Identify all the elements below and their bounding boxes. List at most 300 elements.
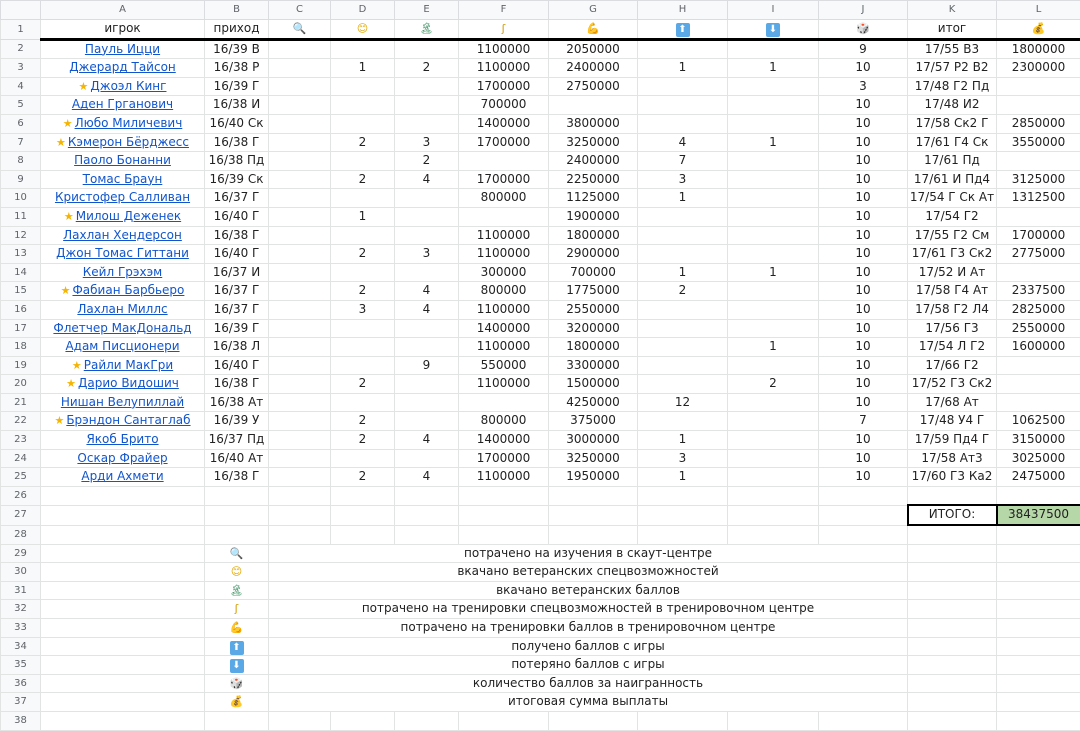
- row-number[interactable]: 22: [1, 412, 41, 431]
- player-cell[interactable]: [41, 39, 205, 59]
- cell[interactable]: [997, 544, 1080, 563]
- row-number[interactable]: 35: [1, 656, 41, 675]
- header-points-training-cell[interactable]: [549, 20, 638, 40]
- cell-l[interactable]: 1800000: [997, 39, 1080, 59]
- row-number[interactable]: 23: [1, 431, 41, 450]
- cell-f[interactable]: 300000: [459, 263, 549, 282]
- cell-l[interactable]: 1312500: [997, 189, 1080, 208]
- cell-j[interactable]: 10: [819, 375, 908, 394]
- cell-f[interactable]: 1400000: [459, 319, 549, 338]
- legend-text[interactable]: количество баллов за наигранность: [269, 674, 908, 693]
- cell-k[interactable]: 17/58 Г2 Л4: [908, 300, 997, 319]
- header-lost-cell[interactable]: [728, 20, 819, 40]
- cell[interactable]: [908, 693, 997, 712]
- cell-g[interactable]: 2550000: [549, 300, 638, 319]
- player-link[interactable]: Оскар Фрайер: [77, 451, 167, 465]
- cell[interactable]: [331, 711, 395, 730]
- cell-l[interactable]: 2550000: [997, 319, 1080, 338]
- cell-j[interactable]: 10: [819, 338, 908, 357]
- cell-j[interactable]: 10: [819, 207, 908, 226]
- player-link[interactable]: Адам Писционери: [65, 339, 179, 353]
- cell-l[interactable]: 3125000: [997, 170, 1080, 189]
- cell-i[interactable]: [728, 226, 819, 245]
- cell-e[interactable]: 4: [395, 300, 459, 319]
- cell-j[interactable]: 10: [819, 356, 908, 375]
- column-header[interactable]: G: [549, 1, 638, 20]
- row-number[interactable]: 3: [1, 59, 41, 78]
- cell-j[interactable]: 10: [819, 468, 908, 487]
- cell[interactable]: [459, 486, 549, 505]
- cell-d[interactable]: 1: [331, 207, 395, 226]
- legend-icon-cell[interactable]: [205, 619, 269, 638]
- cell[interactable]: [269, 486, 331, 505]
- row-number[interactable]: 13: [1, 245, 41, 264]
- player-cell[interactable]: [41, 245, 205, 264]
- cell[interactable]: [41, 711, 205, 730]
- cell[interactable]: [331, 525, 395, 544]
- legend-icon-cell[interactable]: [205, 600, 269, 619]
- cell[interactable]: [205, 505, 269, 525]
- row-number[interactable]: 15: [1, 282, 41, 301]
- cell-d[interactable]: [331, 96, 395, 115]
- cell[interactable]: [638, 525, 728, 544]
- player-cell[interactable]: [41, 207, 205, 226]
- cell-i[interactable]: [728, 356, 819, 375]
- row-number[interactable]: 24: [1, 449, 41, 468]
- cell-f[interactable]: 1700000: [459, 449, 549, 468]
- cell-h[interactable]: 3: [638, 449, 728, 468]
- cell-l[interactable]: 2825000: [997, 300, 1080, 319]
- cell-g[interactable]: 1775000: [549, 282, 638, 301]
- cell-f[interactable]: [459, 393, 549, 412]
- column-header[interactable]: F: [459, 1, 549, 20]
- legend-icon-cell[interactable]: [205, 693, 269, 712]
- cell-c[interactable]: [269, 449, 331, 468]
- player-link[interactable]: Брэндон Сантаглаб: [66, 413, 190, 427]
- cell[interactable]: [997, 637, 1080, 656]
- cell[interactable]: [41, 563, 205, 582]
- cell-i[interactable]: [728, 114, 819, 133]
- row-number[interactable]: 7: [1, 133, 41, 152]
- player-link[interactable]: Томас Браун: [83, 172, 163, 186]
- row-number[interactable]: 32: [1, 600, 41, 619]
- cell[interactable]: [269, 505, 331, 525]
- cell-k[interactable]: 17/55 В3: [908, 39, 997, 59]
- player-link[interactable]: Кристофер Салливан: [55, 190, 190, 204]
- cell-c[interactable]: [269, 96, 331, 115]
- cell-f[interactable]: 1100000: [459, 59, 549, 78]
- cell-k[interactable]: 17/61 Г4 Ск: [908, 133, 997, 152]
- cell-h[interactable]: 7: [638, 152, 728, 171]
- cell-f[interactable]: 1700000: [459, 170, 549, 189]
- cell-l[interactable]: 2775000: [997, 245, 1080, 264]
- cell-i[interactable]: [728, 170, 819, 189]
- header-gained-cell[interactable]: [638, 20, 728, 40]
- cell-l[interactable]: [997, 152, 1080, 171]
- player-link[interactable]: Арди Ахмети: [81, 469, 163, 483]
- cell-i[interactable]: [728, 189, 819, 208]
- player-link[interactable]: Лахлан Миллс: [77, 302, 167, 316]
- cell-h[interactable]: [638, 96, 728, 115]
- cell-j[interactable]: 10: [819, 152, 908, 171]
- cell[interactable]: [638, 505, 728, 525]
- cell-h[interactable]: [638, 114, 728, 133]
- cell-i[interactable]: [728, 319, 819, 338]
- cell-k[interactable]: 17/54 Г2: [908, 207, 997, 226]
- cell[interactable]: [41, 637, 205, 656]
- row-number[interactable]: 9: [1, 170, 41, 189]
- cell-d[interactable]: [331, 189, 395, 208]
- arrival-cell[interactable]: 16/38 Г: [205, 226, 269, 245]
- player-link[interactable]: Аден Грганович: [72, 97, 173, 111]
- cell-c[interactable]: [269, 114, 331, 133]
- row-number[interactable]: 17: [1, 319, 41, 338]
- arrival-cell[interactable]: 16/38 Р: [205, 59, 269, 78]
- arrival-cell[interactable]: 16/40 Ск: [205, 114, 269, 133]
- legend-icon-cell[interactable]: [205, 637, 269, 656]
- cell[interactable]: [205, 486, 269, 505]
- row-number[interactable]: 37: [1, 693, 41, 712]
- player-link[interactable]: Райли МакГри: [84, 358, 173, 372]
- cell-h[interactable]: [638, 338, 728, 357]
- cell-c[interactable]: [269, 39, 331, 59]
- cell-j[interactable]: 10: [819, 393, 908, 412]
- cell[interactable]: [908, 674, 997, 693]
- cell[interactable]: [395, 525, 459, 544]
- cell-j[interactable]: 10: [819, 96, 908, 115]
- cell-d[interactable]: 2: [331, 468, 395, 487]
- cell-h[interactable]: [638, 226, 728, 245]
- cell-e[interactable]: 4: [395, 170, 459, 189]
- cell-l[interactable]: 2850000: [997, 114, 1080, 133]
- cell-k[interactable]: 17/59 Пд4 Г: [908, 431, 997, 450]
- cell-c[interactable]: [269, 59, 331, 78]
- row-number[interactable]: 1: [1, 20, 41, 40]
- header-playtime-cell[interactable]: [819, 20, 908, 40]
- arrival-cell[interactable]: 16/40 Ат: [205, 449, 269, 468]
- cell-j[interactable]: 10: [819, 282, 908, 301]
- cell[interactable]: [997, 711, 1080, 730]
- cell-e[interactable]: 2: [395, 152, 459, 171]
- cell-l[interactable]: [997, 77, 1080, 96]
- cell-i[interactable]: [728, 77, 819, 96]
- cell-d[interactable]: [331, 356, 395, 375]
- legend-text[interactable]: потеряно баллов с игры: [269, 656, 908, 675]
- cell-h[interactable]: 1: [638, 189, 728, 208]
- row-number[interactable]: 36: [1, 674, 41, 693]
- cell[interactable]: [728, 525, 819, 544]
- arrival-cell[interactable]: 16/39 У: [205, 412, 269, 431]
- cell-g[interactable]: 375000: [549, 412, 638, 431]
- player-link[interactable]: Якоб Брито: [86, 432, 158, 446]
- arrival-cell[interactable]: 16/40 Г: [205, 207, 269, 226]
- column-header[interactable]: L: [997, 1, 1080, 20]
- cell-c[interactable]: [269, 133, 331, 152]
- cell[interactable]: [41, 544, 205, 563]
- cell-j[interactable]: 10: [819, 449, 908, 468]
- cell-k[interactable]: 17/68 Ат: [908, 393, 997, 412]
- cell-j[interactable]: 3: [819, 77, 908, 96]
- cell-i[interactable]: 1: [728, 263, 819, 282]
- cell[interactable]: [997, 525, 1080, 544]
- cell-i[interactable]: [728, 412, 819, 431]
- arrival-cell[interactable]: 16/37 Г: [205, 189, 269, 208]
- player-link[interactable]: Кэмерон Бёрджесс: [68, 135, 189, 149]
- player-cell[interactable]: [41, 375, 205, 394]
- cell-g[interactable]: 1125000: [549, 189, 638, 208]
- cell[interactable]: [549, 505, 638, 525]
- cell-h[interactable]: 2: [638, 282, 728, 301]
- column-header[interactable]: I: [728, 1, 819, 20]
- cell-h[interactable]: 12: [638, 393, 728, 412]
- column-header[interactable]: B: [205, 1, 269, 20]
- player-link[interactable]: Милош Деженек: [76, 209, 181, 223]
- cell[interactable]: [41, 619, 205, 638]
- cell-c[interactable]: [269, 431, 331, 450]
- cell[interactable]: [41, 525, 205, 544]
- cell-c[interactable]: [269, 412, 331, 431]
- arrival-cell[interactable]: 16/37 Г: [205, 282, 269, 301]
- cell-f[interactable]: 1100000: [459, 300, 549, 319]
- cell-k[interactable]: 17/61 Пд: [908, 152, 997, 171]
- player-link[interactable]: Нишан Велупиллай: [61, 395, 184, 409]
- arrival-cell[interactable]: 16/38 Л: [205, 338, 269, 357]
- player-link[interactable]: Фабиан Барбьеро: [72, 283, 184, 297]
- row-number[interactable]: 28: [1, 525, 41, 544]
- cell-c[interactable]: [269, 226, 331, 245]
- cell-e[interactable]: [395, 412, 459, 431]
- cell-l[interactable]: [997, 96, 1080, 115]
- cell-g[interactable]: 2750000: [549, 77, 638, 96]
- cell-h[interactable]: 1: [638, 431, 728, 450]
- cell-e[interactable]: [395, 207, 459, 226]
- cell[interactable]: [41, 674, 205, 693]
- cell-k[interactable]: 17/48 И2: [908, 96, 997, 115]
- cell[interactable]: [638, 711, 728, 730]
- cell-j[interactable]: 10: [819, 133, 908, 152]
- row-number[interactable]: 2: [1, 39, 41, 59]
- cell-j[interactable]: 10: [819, 114, 908, 133]
- cell-i[interactable]: 1: [728, 59, 819, 78]
- row-number[interactable]: 25: [1, 468, 41, 487]
- cell-k[interactable]: 17/66 Г2: [908, 356, 997, 375]
- arrival-cell[interactable]: 16/39 В: [205, 39, 269, 59]
- cell-f[interactable]: 800000: [459, 189, 549, 208]
- cell-c[interactable]: [269, 393, 331, 412]
- cell[interactable]: [549, 711, 638, 730]
- cell-c[interactable]: [269, 77, 331, 96]
- cell-i[interactable]: [728, 207, 819, 226]
- column-header[interactable]: A: [41, 1, 205, 20]
- cell-k[interactable]: 17/52 Г3 Ск2: [908, 375, 997, 394]
- cell-f[interactable]: 1100000: [459, 39, 549, 59]
- cell-l[interactable]: [997, 263, 1080, 282]
- legend-icon-cell[interactable]: [205, 544, 269, 563]
- cell-k[interactable]: 17/52 И Ат: [908, 263, 997, 282]
- cell[interactable]: [331, 505, 395, 525]
- cell[interactable]: [549, 525, 638, 544]
- player-cell[interactable]: [41, 263, 205, 282]
- cell-g[interactable]: 3200000: [549, 319, 638, 338]
- player-cell[interactable]: [41, 282, 205, 301]
- cell[interactable]: [908, 711, 997, 730]
- cell-l[interactable]: 1700000: [997, 226, 1080, 245]
- player-cell[interactable]: [41, 152, 205, 171]
- cell[interactable]: [41, 505, 205, 525]
- cell-k[interactable]: 17/61 Г3 Ск2: [908, 245, 997, 264]
- arrival-cell[interactable]: 16/38 Г: [205, 375, 269, 394]
- row-number[interactable]: 12: [1, 226, 41, 245]
- cell[interactable]: [549, 486, 638, 505]
- cell-d[interactable]: [331, 226, 395, 245]
- cell[interactable]: [395, 486, 459, 505]
- cell-h[interactable]: 1: [638, 468, 728, 487]
- header-arrival[interactable]: приход: [205, 20, 269, 40]
- cell[interactable]: [459, 711, 549, 730]
- cell-h[interactable]: [638, 39, 728, 59]
- cell-i[interactable]: [728, 449, 819, 468]
- arrival-cell[interactable]: 16/39 Ск: [205, 170, 269, 189]
- cell-j[interactable]: 10: [819, 245, 908, 264]
- cell-e[interactable]: [395, 319, 459, 338]
- cell-h[interactable]: 1: [638, 59, 728, 78]
- cell-e[interactable]: 9: [395, 356, 459, 375]
- cell-d[interactable]: [331, 39, 395, 59]
- cell[interactable]: [205, 711, 269, 730]
- cell-d[interactable]: [331, 319, 395, 338]
- header-scout-cell[interactable]: [269, 20, 331, 40]
- cell-i[interactable]: [728, 300, 819, 319]
- cell-c[interactable]: [269, 319, 331, 338]
- legend-text[interactable]: потрачено на тренировки спецвозможностей в тренировочном центре: [269, 600, 908, 619]
- player-link[interactable]: Джоэл Кинг: [90, 79, 166, 93]
- cell-f[interactable]: 1100000: [459, 226, 549, 245]
- cell-g[interactable]: 3000000: [549, 431, 638, 450]
- row-number[interactable]: 26: [1, 486, 41, 505]
- row-number[interactable]: 4: [1, 77, 41, 96]
- legend-icon-cell[interactable]: [205, 656, 269, 675]
- cell-i[interactable]: [728, 96, 819, 115]
- cell-g[interactable]: 700000: [549, 263, 638, 282]
- cell-c[interactable]: [269, 282, 331, 301]
- cell[interactable]: [395, 711, 459, 730]
- cell-h[interactable]: [638, 207, 728, 226]
- arrival-cell[interactable]: 16/38 Г: [205, 133, 269, 152]
- cell-h[interactable]: [638, 319, 728, 338]
- player-link[interactable]: Флетчер МакДональд: [53, 321, 191, 335]
- player-cell[interactable]: [41, 226, 205, 245]
- cell[interactable]: [908, 563, 997, 582]
- cell-c[interactable]: [269, 245, 331, 264]
- cell-l[interactable]: [997, 207, 1080, 226]
- cell-h[interactable]: 3: [638, 170, 728, 189]
- player-link[interactable]: Лахлан Хендерсон: [63, 228, 182, 242]
- row-number[interactable]: 33: [1, 619, 41, 638]
- cell-d[interactable]: [331, 338, 395, 357]
- cell-e[interactable]: 3: [395, 133, 459, 152]
- cell[interactable]: [997, 486, 1080, 505]
- player-link[interactable]: Кейл Грэхэм: [83, 265, 162, 279]
- legend-icon-cell[interactable]: [205, 563, 269, 582]
- cell-c[interactable]: [269, 468, 331, 487]
- cell-k[interactable]: 17/57 Р2 В2: [908, 59, 997, 78]
- cell-g[interactable]: 2400000: [549, 59, 638, 78]
- cell-l[interactable]: 3025000: [997, 449, 1080, 468]
- cell-f[interactable]: 1400000: [459, 431, 549, 450]
- player-cell[interactable]: [41, 77, 205, 96]
- header-player[interactable]: игрок: [41, 20, 205, 40]
- cell-i[interactable]: [728, 393, 819, 412]
- cell-i[interactable]: [728, 245, 819, 264]
- cell-c[interactable]: [269, 170, 331, 189]
- cell-d[interactable]: 2: [331, 282, 395, 301]
- cell-l[interactable]: [997, 393, 1080, 412]
- row-number[interactable]: 6: [1, 114, 41, 133]
- cell-i[interactable]: 1: [728, 133, 819, 152]
- row-number[interactable]: 30: [1, 563, 41, 582]
- cell-l[interactable]: 2475000: [997, 468, 1080, 487]
- cell[interactable]: [205, 525, 269, 544]
- row-number[interactable]: 29: [1, 544, 41, 563]
- row-number[interactable]: 21: [1, 393, 41, 412]
- cell-j[interactable]: 10: [819, 300, 908, 319]
- cell-k[interactable]: 17/56 Г3: [908, 319, 997, 338]
- player-cell[interactable]: [41, 338, 205, 357]
- cell-c[interactable]: [269, 189, 331, 208]
- cell-e[interactable]: [395, 338, 459, 357]
- cell-h[interactable]: 4: [638, 133, 728, 152]
- cell-d[interactable]: 1: [331, 59, 395, 78]
- cell-c[interactable]: [269, 338, 331, 357]
- row-number[interactable]: 31: [1, 581, 41, 600]
- cell-d[interactable]: [331, 393, 395, 412]
- cell-d[interactable]: 2: [331, 170, 395, 189]
- player-cell[interactable]: [41, 170, 205, 189]
- cell-k[interactable]: 17/60 Г3 Ка2: [908, 468, 997, 487]
- row-number[interactable]: 20: [1, 375, 41, 394]
- cell[interactable]: [997, 581, 1080, 600]
- arrival-cell[interactable]: 16/40 Г: [205, 356, 269, 375]
- row-number[interactable]: 16: [1, 300, 41, 319]
- cell-h[interactable]: [638, 77, 728, 96]
- header-vet-points-cell[interactable]: [395, 20, 459, 40]
- cell-k[interactable]: 17/58 Ск2 Г: [908, 114, 997, 133]
- row-number[interactable]: 38: [1, 711, 41, 730]
- cell-k[interactable]: 17/54 Л Г2: [908, 338, 997, 357]
- column-header[interactable]: J: [819, 1, 908, 20]
- cell[interactable]: [908, 619, 997, 638]
- cell-k[interactable]: 17/58 Г4 Ат: [908, 282, 997, 301]
- arrival-cell[interactable]: 16/38 Ат: [205, 393, 269, 412]
- cell-g[interactable]: 3250000: [549, 133, 638, 152]
- cell[interactable]: [908, 656, 997, 675]
- column-header[interactable]: D: [331, 1, 395, 20]
- cell[interactable]: [908, 525, 997, 544]
- cell[interactable]: [997, 674, 1080, 693]
- cell-c[interactable]: [269, 263, 331, 282]
- cell-d[interactable]: 2: [331, 431, 395, 450]
- player-cell[interactable]: [41, 412, 205, 431]
- cell[interactable]: [819, 505, 908, 525]
- cell-f[interactable]: 800000: [459, 412, 549, 431]
- cell-g[interactable]: 3250000: [549, 449, 638, 468]
- row-number[interactable]: 5: [1, 96, 41, 115]
- arrival-cell[interactable]: 16/40 Г: [205, 245, 269, 264]
- row-number[interactable]: 27: [1, 505, 41, 525]
- cell-j[interactable]: 10: [819, 319, 908, 338]
- cell-g[interactable]: 1900000: [549, 207, 638, 226]
- cell-i[interactable]: 2: [728, 375, 819, 394]
